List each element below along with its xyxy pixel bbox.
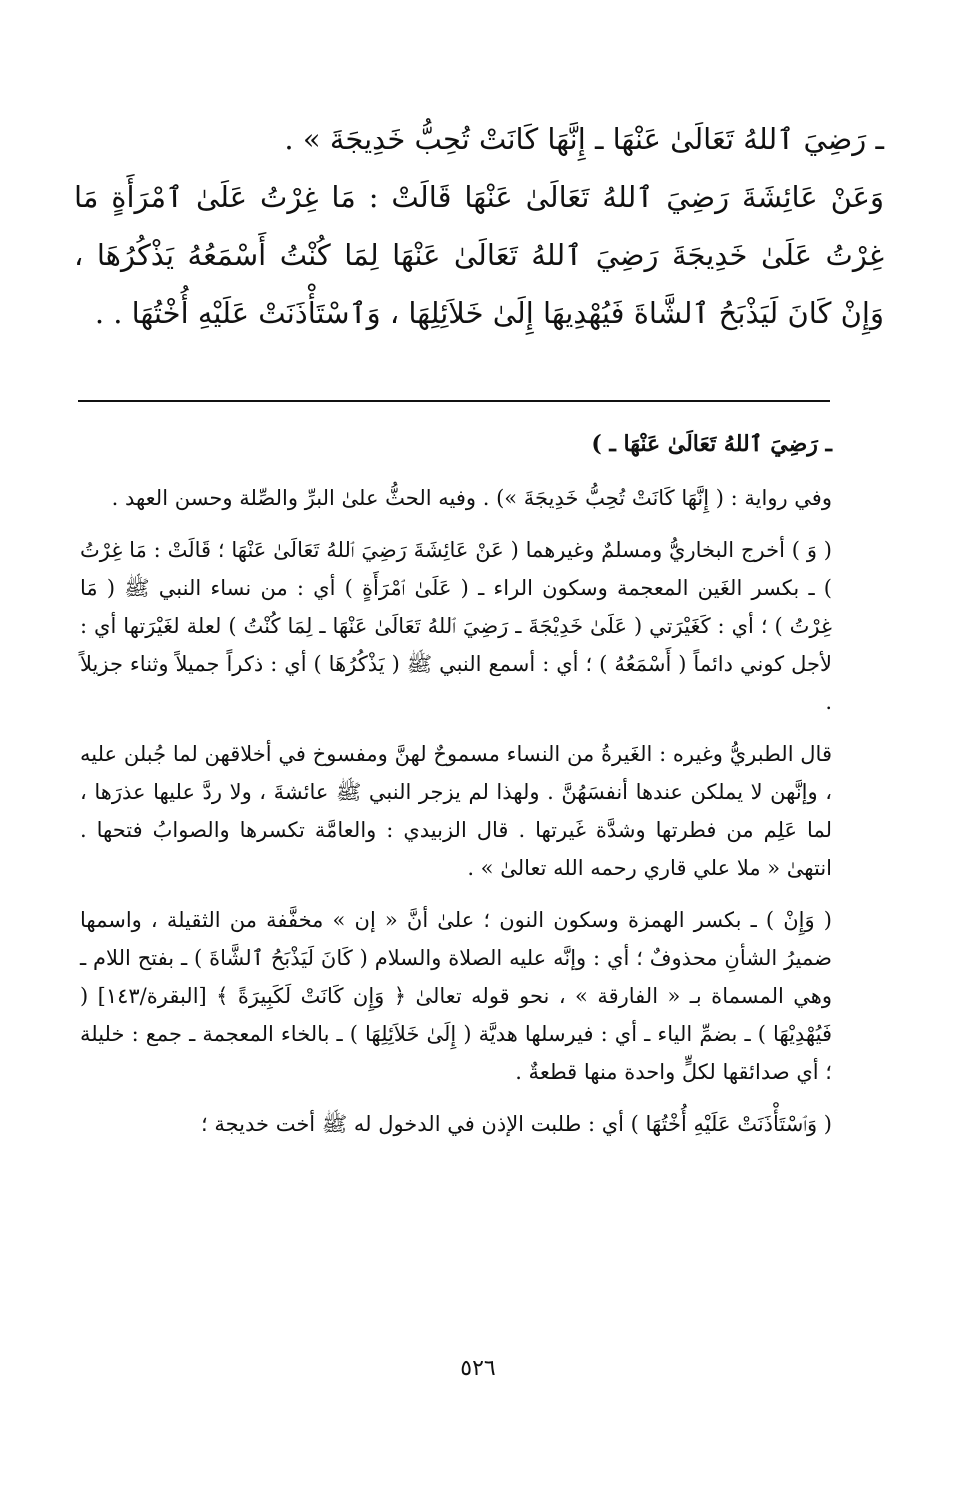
sharh-commentary <box>80 425 832 1157</box>
matn-line-1: ـ رَضِيَ ٱللهُ تَعَالَىٰ عَنْهَا ـ إِنَّهَا كَانَتْ تُحِبُّ خَدِيجَةَ » . <box>284 122 884 156</box>
sharh-paragraph-2: وفي رواية : ( إِنَّهَا كَانَتْ تُحِبُّ خَدِيجَةَ ») . وفيه الحثُّ علىٰ البرِّ والصِّلة وحسن العهد . <box>111 486 832 510</box>
sharh-paragraph-3: ( وَ ) أخرج البخاريُّ ومسلمٌ وغيرهما ( عَنْ عَائِشَةَ رَضِيَ ٱللهُ تَعَالَىٰ عَنْهَا ؛ قَالَتْ : مَا غِرْتُ ) ـ بكسر الغَين المعجمة وسكون الراء ـ ( عَلَىٰ ٱمْرَأَةٍ ) أي : من نساء النبي ﷺ ( مَا غِرْتُ ) ؛ أي : كَغَيْرَتي ( عَلَىٰ خَدِيْجَةَ ـ رَضِيَ ٱللهُ تَعَالَىٰ عَنْهَا ـ لِمَا كُنْتُ ) لعلة لغَيْرَتها أي : لأجل كوني دائماً ( أَسْمَعُهُ ) ؛ أي : أسمع النبي ﷺ ( يَذْكُرُهَا ) أي : ذكراً جميلاً وثناء جزيلاً . <box>80 538 832 714</box>
page-number: ٥٢٦ <box>460 1356 496 1381</box>
sharh-paragraph-6: ( وَٱسْتَأْذَنَتْ عَلَيْهِ أُخْتُهَا ) أي : طلبت الإذن في الدخول له ﷺ أخت خديجة ؛ <box>201 1112 832 1136</box>
sharh-paragraph-5: ( وَإِنْ ) ـ بكسر الهمزة وسكون النون ؛ علىٰ أنَّ « إن » مخفَّفة من الثقيلة ، واسمها ضميرُ الشأنِ محذوفٌ ؛ أي : وإنَّه عليه الصلاة والسلام ( كَانَ لَيَذْبَحُ ٱلشَّاةَ ) ـ بفتح اللام ـ وهي المسماة بـ « الفارقة » ، نحو قوله تعالىٰ ﴿ وَإِن كَانَتْ لَكَبِيرَةً ﴾ [البقرة/١٤٣] ( فَيُهْدِيْهَا ) ـ بضمِّ الياء ـ أي : فيرسلها هديَّة ( إِلَىٰ خَلاَئِلِهَا ) ـ بالخاء المعجمة ـ جمع : خليلة ؛ أي صدائقها لكلٍّ واحدة منها قطعةٌ . <box>80 908 832 1084</box>
matn-text <box>74 110 884 342</box>
footnote-divider <box>78 400 830 402</box>
matn-paragraph-2: وَعَنْ عَائِشَةَ رَضِيَ ٱللهُ تَعَالَىٰ عَنْهَا قَالَتْ : مَا غِرْتُ عَلَىٰ ٱمْرَأَةٍ مَا غِرْتُ عَلَىٰ خَدِيجَةَ رَضِيَ ٱللهُ تَعَالَىٰ عَنْهَا لِمَا كُنْتُ أَسْمَعُهُ يَذْكُرُهَا ، وَإِنْ كَانَ لَيَذْبَحُ ٱلشَّاةَ فَيُهْدِيهَا إِلَىٰ خَلاَئِلِهَا ، وَٱسْتَأْذَنَتْ عَلَيْهِ أُخْتُهَا . . <box>74 180 884 330</box>
sharh-paragraph-1: ـ رَضِيَ ٱللهُ تَعَالَىٰ عَنْهَا ـ ) <box>591 431 832 457</box>
sharh-paragraph-4: قال الطبريُّ وغيره : الغَيرةُ من النساء مسموحٌ لهنَّ ومفسوخ في أخلاقهن لما جُبلن عليه ، وإنَّهن لا يملكن عندها أنفسَهُنَّ . ولهذا لم يزجر النبي ﷺ عائشةَ ، ولا ردَّ عليها عذرَها ، لما عَلِم من فطرتها وشدَّة غَيرتها . قال الزبيدي : والعامَّة تكسرها والصوابُ فتحها . انتهىٰ « ملا علي قاري رحمه الله تعالىٰ » . <box>80 742 832 880</box>
